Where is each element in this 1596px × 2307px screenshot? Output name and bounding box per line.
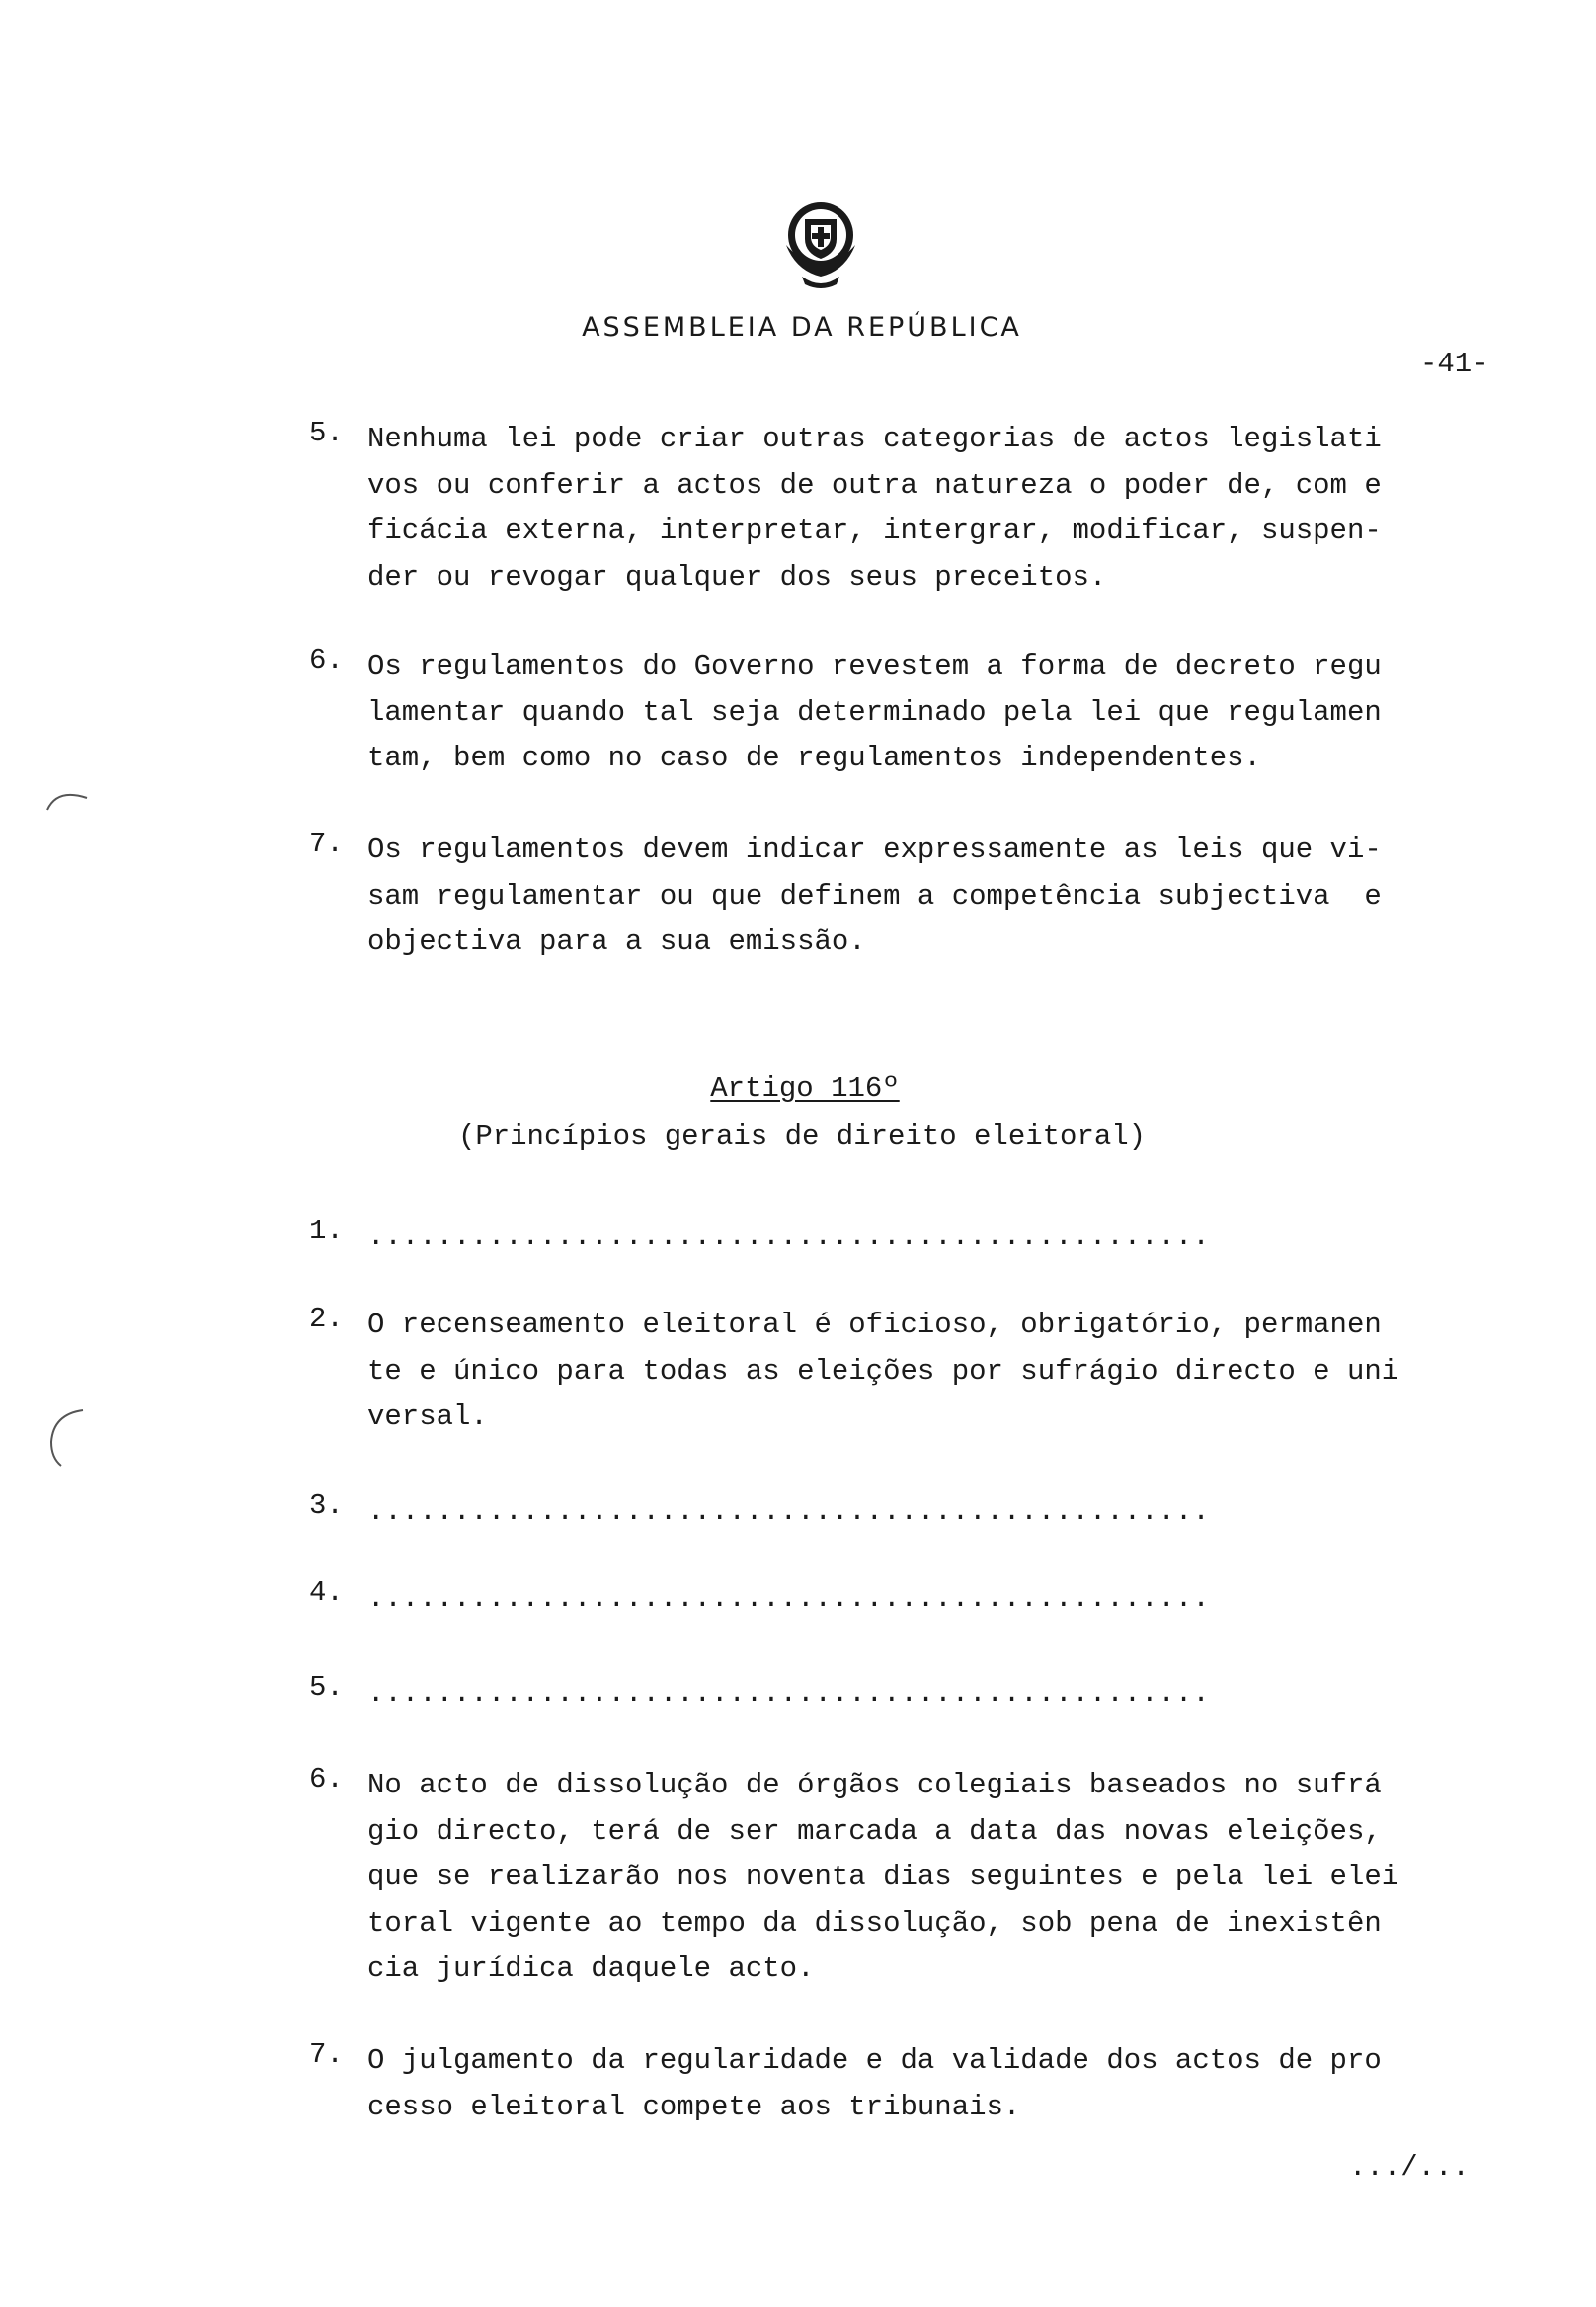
item-line: sam regulamentar ou que definem a competência subjectiva e bbox=[367, 879, 1382, 913]
item-text bbox=[367, 828, 1474, 966]
item-line: gio directo, terá de ser marcada a data das novas eleições, bbox=[367, 1814, 1382, 1848]
item-line: vos ou conferir a actos de outra natureza o poder de, com e bbox=[367, 468, 1382, 502]
scan-mark bbox=[43, 1402, 93, 1472]
item-number: 5. bbox=[309, 1671, 344, 1704]
item-line: lamentar quando tal seja determinado pela lei que regulamen bbox=[367, 695, 1382, 729]
item-number: 2. bbox=[309, 1303, 344, 1335]
item-text bbox=[367, 1763, 1474, 1993]
item-number: 1. bbox=[309, 1215, 344, 1247]
omitted-text-dots: ................................................. bbox=[367, 1221, 1210, 1253]
item-line: Nenhuma lei pode criar outras categorias de actos legislati bbox=[367, 423, 1382, 455]
page-number: -41- bbox=[1420, 348, 1489, 380]
item-line: tam, bem como no caso de regulamentos independentes. bbox=[367, 742, 1261, 774]
item-line: O recenseamento eleitoral é oficioso, obrigatório, permanen bbox=[367, 1309, 1382, 1341]
item-line: No acto de dissolução de órgãos colegiais baseados no sufrá bbox=[367, 1769, 1382, 1801]
item-line: cia jurídica daquele acto. bbox=[367, 1952, 815, 1985]
item-line: cesso eleitoral compete aos tribunais. bbox=[367, 2090, 1021, 2123]
item-number: 5. bbox=[309, 417, 344, 449]
item-number: 7. bbox=[309, 2038, 344, 2071]
item-number: 4. bbox=[309, 1576, 344, 1609]
item-line: Os regulamentos devem indicar expressamente as leis que vi- bbox=[367, 834, 1382, 866]
item-text bbox=[367, 1303, 1474, 1441]
item-line: te e único para todas as eleições por sufrágio directo e uni bbox=[367, 1354, 1399, 1388]
item-number: 7. bbox=[309, 828, 344, 860]
article-title: Artigo 116º bbox=[710, 1073, 900, 1105]
item-text bbox=[367, 644, 1474, 782]
item-line: objectiva para a sua emissão. bbox=[367, 925, 866, 958]
coat-of-arms-emblem bbox=[772, 190, 869, 294]
continuation-marker: .../... bbox=[1349, 2151, 1470, 2184]
item-line: toral vigente ao tempo da dissolução, sob pena de inexistên bbox=[367, 1906, 1382, 1940]
item-line: O julgamento da regularidade e da validade dos actos de pro bbox=[367, 2044, 1382, 2077]
item-number: 6. bbox=[309, 644, 344, 676]
scan-mark bbox=[43, 780, 93, 820]
article-subtitle: (Princípios gerais de direito eleitoral) bbox=[457, 1120, 1147, 1153]
omitted-text-dots: ................................................. bbox=[367, 1495, 1210, 1528]
item-number: 3. bbox=[309, 1489, 344, 1522]
item-text bbox=[367, 2038, 1474, 2130]
item-line: ficácia externa, interpretar, intergrar, modificar, suspen- bbox=[367, 515, 1382, 547]
item-line: Os regulamentos do Governo revestem a forma de decreto regu bbox=[367, 650, 1382, 682]
item-line: que se realizarão nos noventa dias seguintes e pela lei elei bbox=[367, 1861, 1399, 1893]
item-number: 6. bbox=[309, 1763, 344, 1795]
omitted-text-dots: ................................................. bbox=[367, 1582, 1210, 1615]
institution-header: ASSEMBLEIA DA REPÚBLICA bbox=[582, 312, 1022, 343]
item-text bbox=[367, 417, 1474, 600]
omitted-text-dots: ................................................. bbox=[367, 1677, 1210, 1710]
item-line: versal. bbox=[367, 1400, 488, 1433]
item-line: der ou revogar qualquer dos seus preceitos. bbox=[367, 560, 1107, 594]
